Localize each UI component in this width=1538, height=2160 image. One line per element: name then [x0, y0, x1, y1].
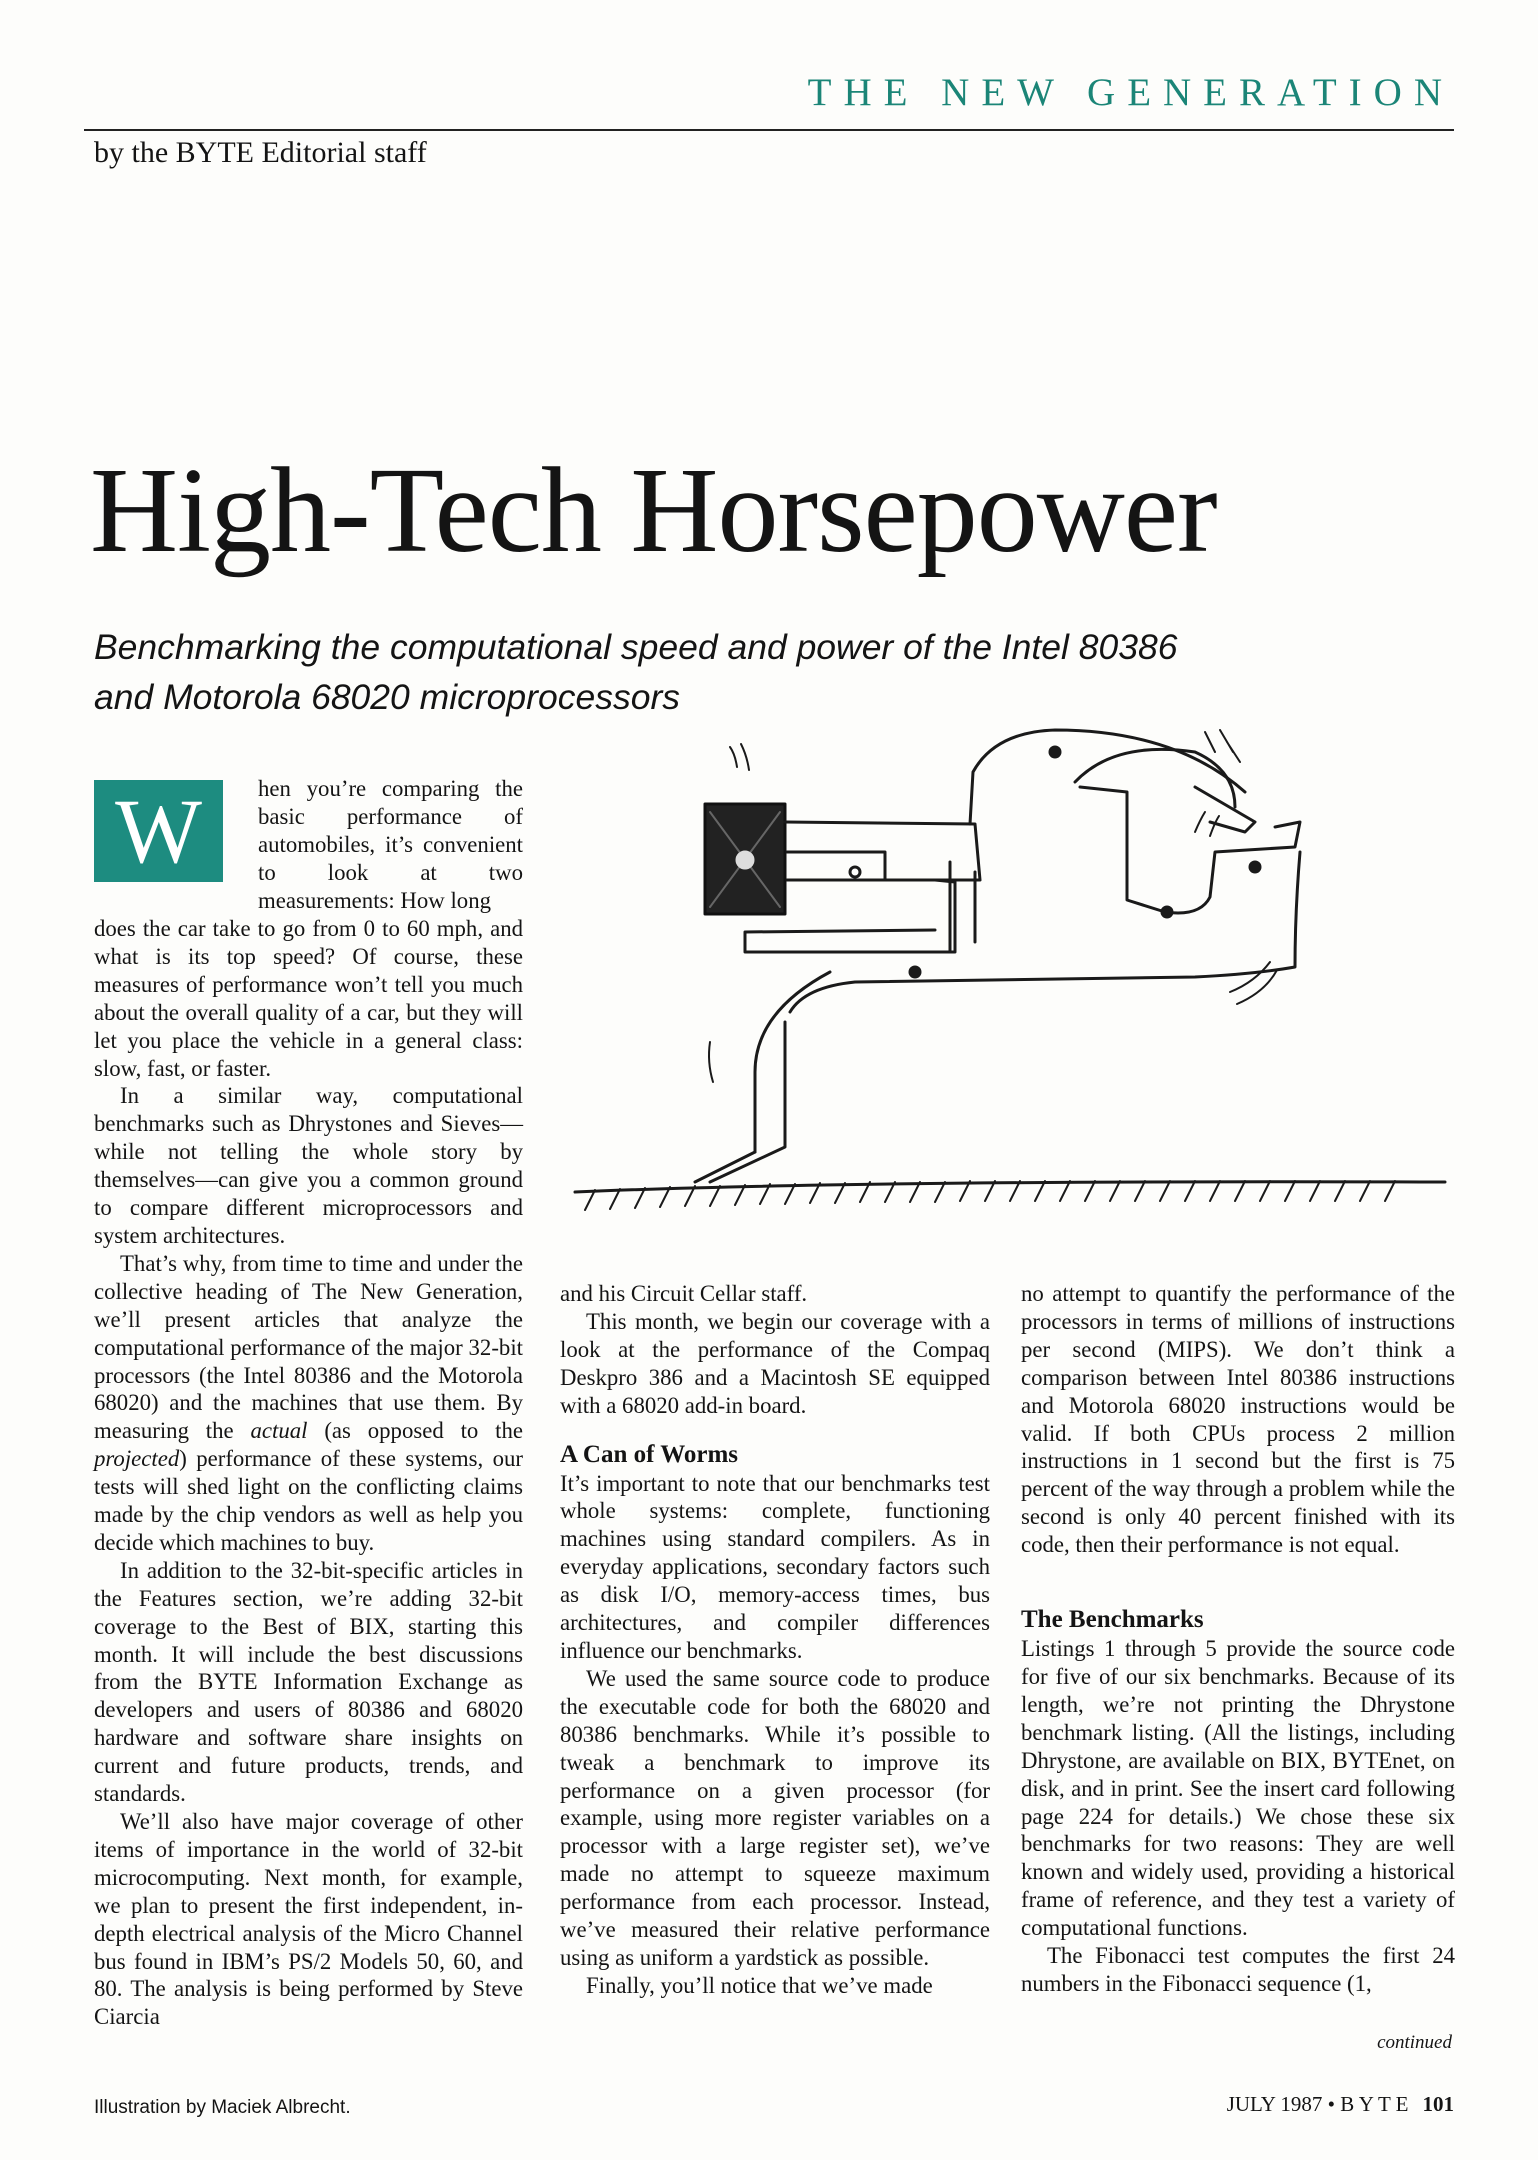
paragraph: Finally, you’ll notice that we’ve made — [586, 1972, 933, 1998]
motion-lines-top — [730, 744, 749, 770]
illustration-credit: Illustration by Maciek Albrecht. — [94, 2097, 351, 2118]
subtitle-line-1: Benchmarking the computational speed and power of the Intel 80386 — [94, 627, 1178, 667]
dark-square-dot — [737, 852, 753, 868]
paragraph: This month, we begin our coverage with a look at the performance of the Compaq Deskpro 386 and a Macintosh SE equipped with a 68020 add-in board. — [560, 1308, 990, 1418]
article-title: High-Tech Horsepower — [90, 443, 1217, 578]
beak — [1195, 787, 1255, 832]
motion-lines-leg — [709, 1042, 713, 1082]
folio — [1227, 2092, 1454, 2117]
paragraph: We’ll also have major coverage of other items of importance in the world of 32-bit microcomputing. Next month, for example, we plan to present the first independent, in-depth electrical analysis of the Micro Channel bus found in IBM’s PS/2 Models 50, 60, and 80. The analysis is being performed by Steve Ciarcia — [94, 1809, 523, 2030]
header-rule — [84, 129, 1454, 131]
paragraph: Listings 1 through 5 provide the source code for five of our six benchmarks. Because of its length, we’re not printing the Dhrystone benchmark listing. (All the listings, including Dhrystone, are available on BIX, BYTEnet, on disk, and in print. See the insert card following page 224 for details.) We chose these six benchmarks for two reasons: They are well known and widely used, providing a historical frame of reference, and they test a variety of computational functions. — [1021, 1636, 1455, 1941]
paragraph-intro-start: hen you’re comparing the basic performance of automobiles, it’s convenient to look at two measurements: How long — [258, 776, 523, 913]
column-3 — [1021, 1280, 1455, 1998]
neck-curve — [970, 730, 1245, 824]
joint-dot — [1050, 747, 1060, 757]
joint-dot — [910, 967, 920, 977]
motion-lines-head — [1205, 730, 1240, 762]
column-1-intro — [258, 775, 523, 915]
subhead-the-benchmarks: The Benchmarks — [1021, 1606, 1204, 1634]
column-2 — [560, 1280, 990, 2000]
article-subtitle — [94, 622, 1294, 722]
paragraph: That’s why, from time to time and under the collective heading of The New Generation, we’ll present articles that analyze the computational performance of the major 32-bit processors (the Intel 80386 and the Motorola 68020) and the machines that use them. By measuring the actual (as opposed to the projected) performance of these systems, our tests will shed light on the conflicting claims made by the chip vendors as well as help you decide which machines to buy. — [94, 1250, 523, 1555]
byline: by the BYTE Editorial staff — [94, 136, 427, 169]
leg-left-outer — [755, 972, 830, 1152]
paragraph: and his Circuit Cellar staff. — [560, 1281, 808, 1306]
horsepower-illustration — [555, 712, 1455, 1257]
paragraph: It’s important to note that our benchmarks test whole systems: complete, functioning machines using standard compilers. As in everyday applications, secondary factors such as disk I/O, memory-access times, bus architectures, and compiler differences influence our benchmarks. — [560, 1470, 990, 1663]
joint-dot — [1250, 862, 1260, 872]
joint-dot — [1162, 907, 1172, 917]
subhead-can-of-worms: A Can of Worms — [560, 1440, 739, 1468]
paragraph: does the car take to go from 0 to 60 mph, and what is its top speed? Of course, these measures of performance won’t tell you much about the overall quality of a car, but they will let you place the vehicle in a general class: slow, fast, or faster. — [94, 916, 523, 1081]
page-number: 101 — [1422, 2092, 1454, 2116]
head-curve — [1075, 749, 1235, 807]
engine-dot — [850, 867, 860, 877]
paragraph: In addition to the 32-bit-specific articles in the Features section, we’re adding 32-bit coverage to the Best of BIX, starting this month. It will include the best discussions from the BYTE Information Exchange as developers and users of 80386 and 68020 hardware and software share insights on current and future products, trends, and standards. — [94, 1557, 523, 1807]
column-1 — [94, 915, 523, 2031]
paragraph: In a similar way, computational benchmarks such as Dhrystones and Sieves—while not telling the whole story by themselves—can give you a common ground to compare different microprocessors and system architectures. — [94, 1083, 523, 1248]
leg-left-inner — [710, 1022, 785, 1182]
paragraph: We used the same source code to produce the executable code for both the 68020 and 80386 benchmarks. While it’s possible to tweak a benchmark to improve its performance on a given processor (for example, using more register variables on a processor with a large register set), we’ve made no attempt to squeeze maximum performance from each processor. Instead, we’ve measured their relative performance using as uniform a yardstick as possible. — [560, 1665, 990, 1970]
foot — [695, 1152, 755, 1182]
subtitle-line-2: and Motorola 68020 microprocessors — [94, 677, 681, 717]
continued-note: continued — [1377, 2032, 1452, 2053]
drop-cap: W — [94, 780, 223, 882]
ground-hatching — [585, 1181, 1395, 1210]
section-label: THE NEW GENERATION — [807, 71, 1454, 114]
issue-line: JULY 1987 • B Y T E — [1226, 2092, 1409, 2116]
motion-lines-back — [1230, 962, 1277, 1004]
paragraph: no attempt to quantify the performance of the processors in terms of millions of instructions per second (MIPS). We don’t think a comparison between Intel 80386 instructions and Motorola 68020 instructions would be valid. If both CPUs process 2 million instructions in 1 second but the first is 75 percent of the way through a problem while the second is only 40 percent finished with its code, then their performance is not equal. — [1021, 1281, 1455, 1558]
motion-lines-tail — [1195, 812, 1219, 836]
paragraph: The Fibonacci test computes the first 24 numbers in the Fibonacci sequence (1, — [1021, 1943, 1455, 1996]
body-outline — [1080, 787, 1300, 913]
